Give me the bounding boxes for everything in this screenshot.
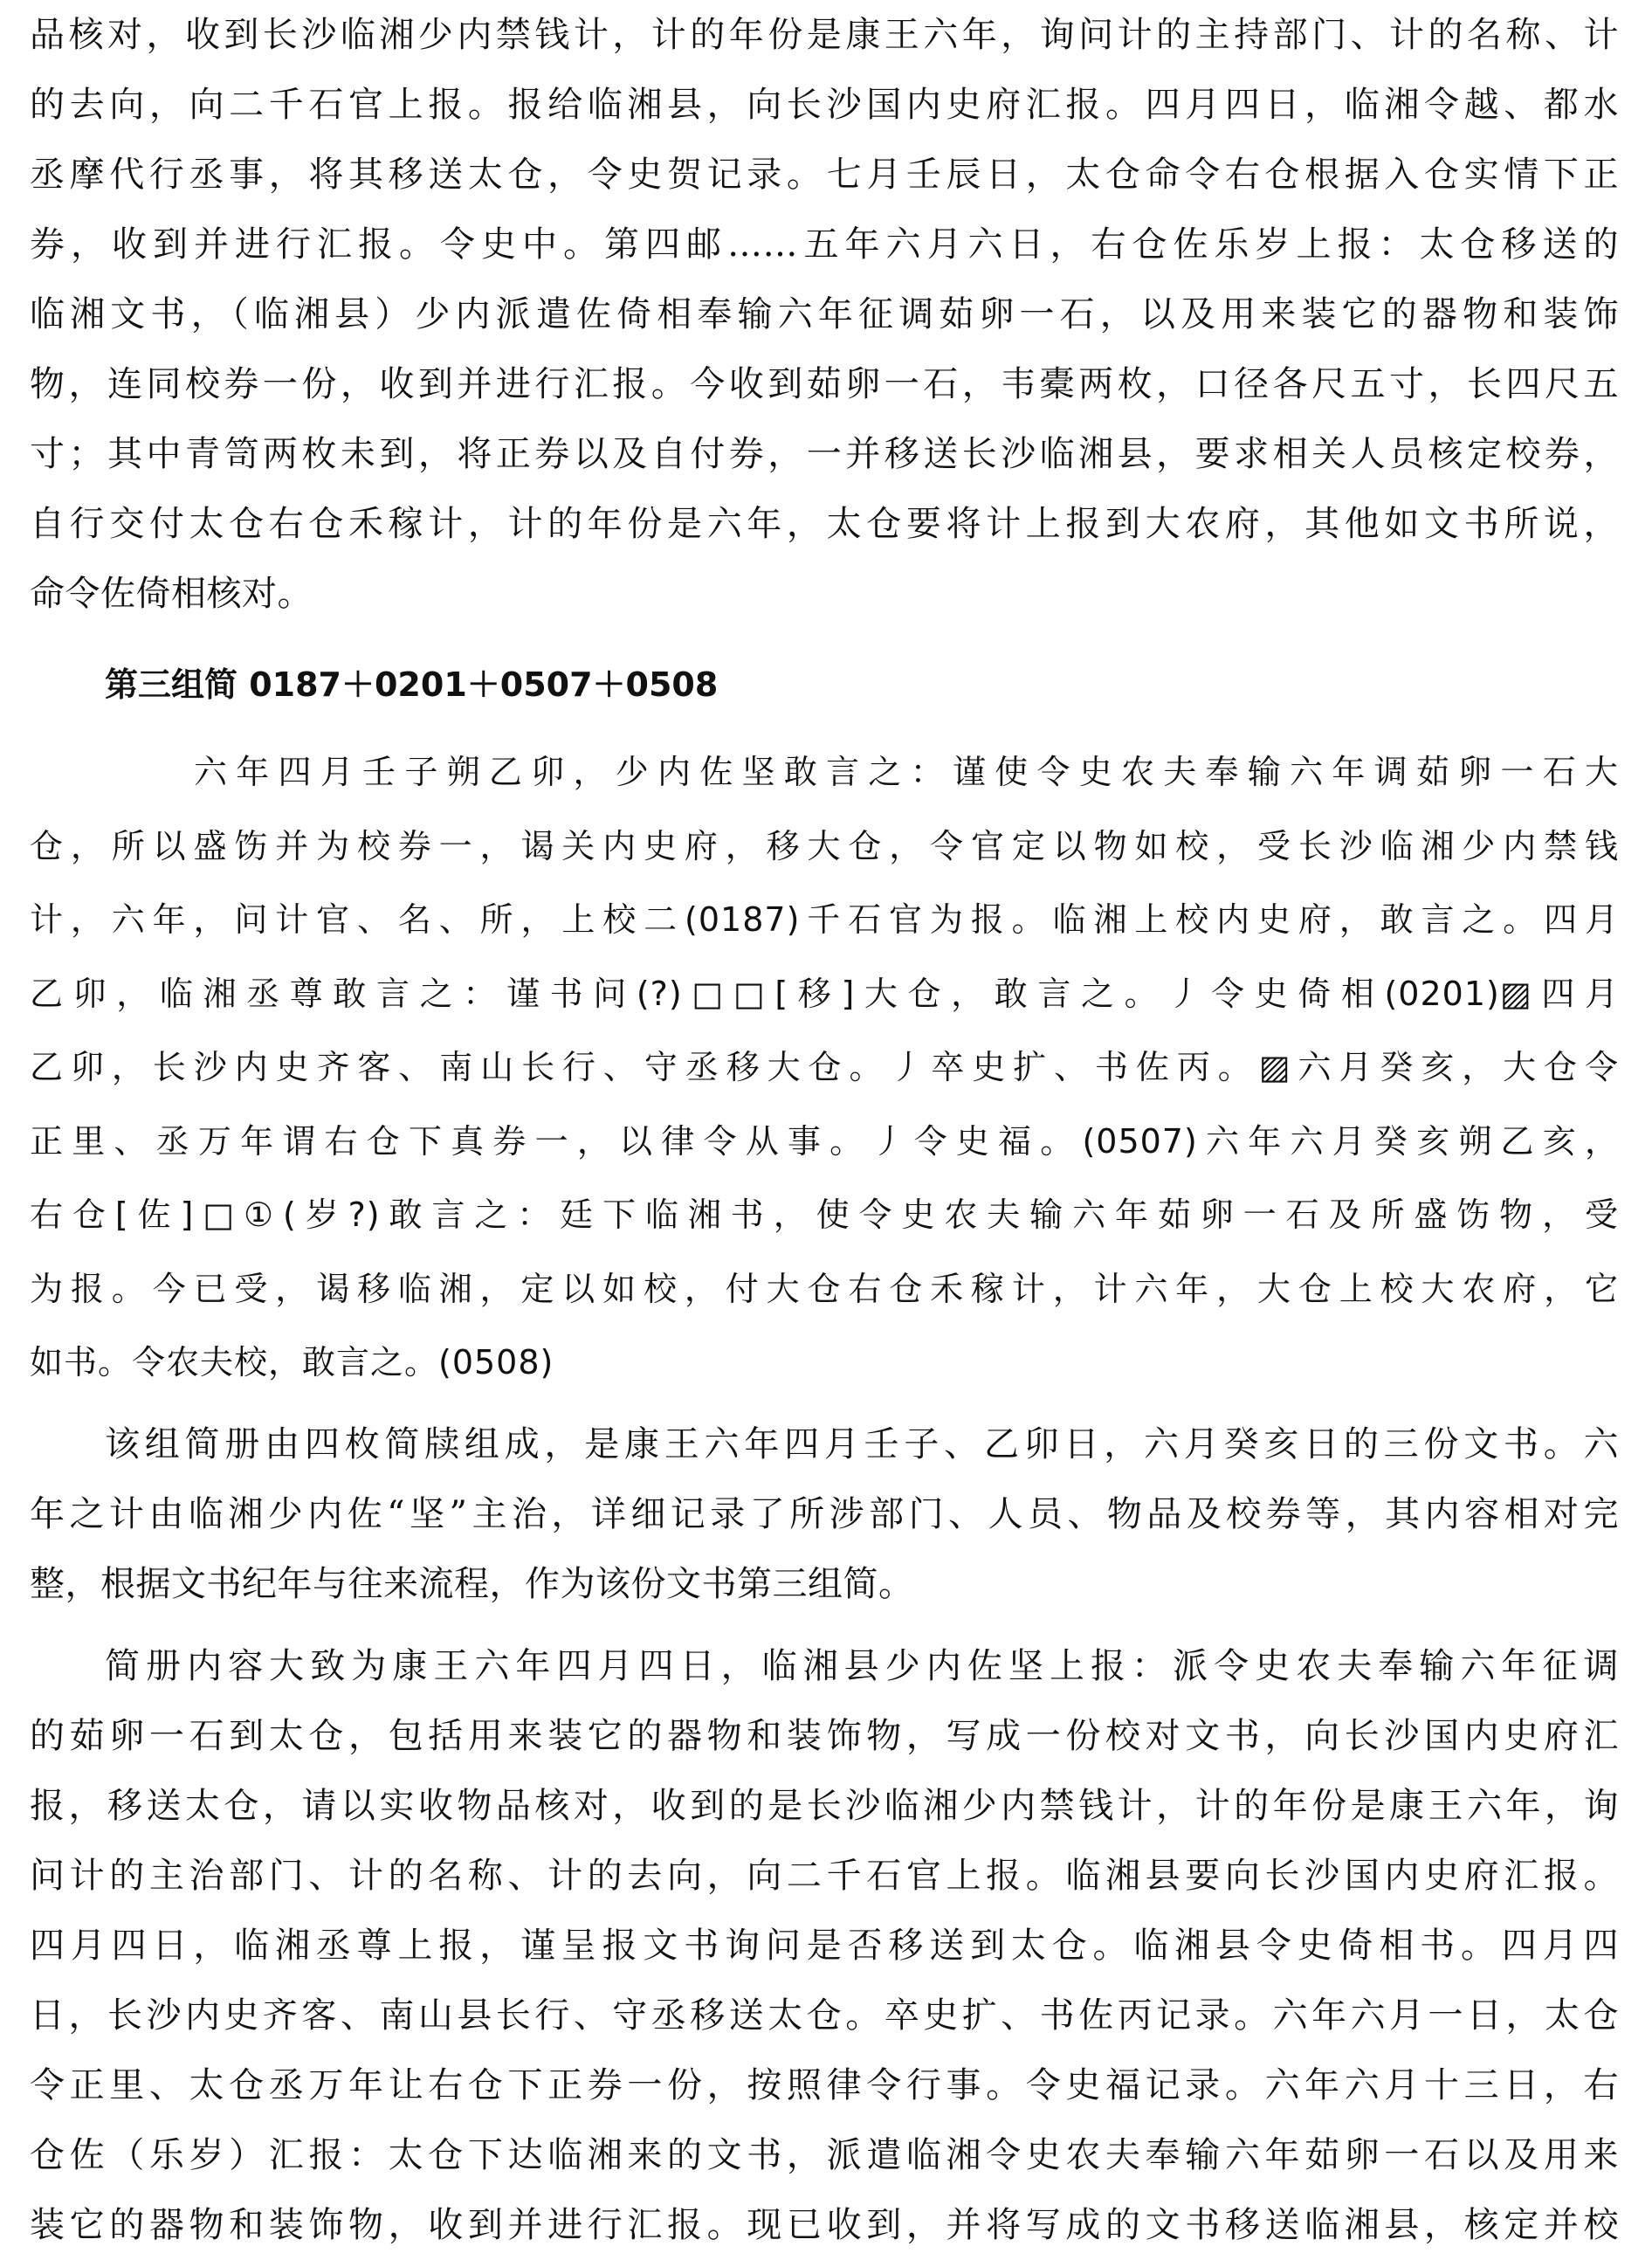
- paragraph-translation-continued: [30, 0, 1619, 629]
- text-line: 临湘文书，（临湘县）少内派遣佐倚相奉输六年征调茹卵一石，以及用来装它的器物和装饰: [30, 294, 1619, 334]
- text-line: 装它的器物和装饰物，收到并进行汇报。现已收到，并将写成的文书移送临湘县，核定并校: [30, 2205, 1619, 2245]
- text-line: 令正里、太仓丞万年让右仓下正券一份，按照律令行事。令史福记录。六年六月十三日，右: [30, 2065, 1619, 2105]
- text-line: 的去向，向二千石官上报。报给临湘县，向长沙国内史府汇报。四月四日，临湘令越、都水: [30, 85, 1619, 125]
- transcription-line: 为报。今已受，谒移临湘，定以如校，付大仓右仓禾稼计，计六年，大仓上校大农府，它: [30, 1269, 1619, 1308]
- text-line: 命令佐倚相核对。: [30, 574, 313, 614]
- text-line: 问计的主治部门、计的名称、计的去向，向二千石官上报。临湘县要向长沙国内史府汇报。: [30, 1856, 1619, 1896]
- text-line: 整，根据文书纪年与往来流程，作为该份文书第三组简。: [30, 1564, 914, 1604]
- text-line: 报，移送太仓，请以实收物品核对，收到的是长沙临湘少内禁钱计，计的年份是康王六年，询: [30, 1786, 1619, 1826]
- transcription-line: 乙卯，临湘丞尊敢言之：谨书问(?)□□[移]大仓，敢言之。丿令史倚相(0201)▨四月: [30, 974, 1619, 1013]
- text-line: 该组简册由四枚简牍组成，是康王六年四月壬子、乙卯日，六月癸亥日的三份文书。六: [105, 1424, 1619, 1464]
- text-line: 简册内容大致为康王六年四月四日，临湘县少内佐坚上报：派令史农夫奉输六年征调: [105, 1646, 1619, 1686]
- paragraph-description: [30, 1409, 1619, 1619]
- slip-transcription-block: [30, 735, 1619, 1400]
- transcription-line: 右仓[佐]□①(岁?)敢言之：廷下临湘书，使令史农夫输六年茹卵一石及所盛饬物，受: [30, 1195, 1619, 1234]
- text-line: 仓佐（乐岁）汇报：太仓下达临湘来的文书，派遣临湘令史农夫奉输六年茹卵一石以及用来: [30, 2135, 1619, 2175]
- text-line: 年之计由临湘少内佐“坚”主治，详细记录了所涉部门、人员、物品及校券等，其内容相对完: [30, 1494, 1619, 1534]
- text-line: 日，长沙内史齐客、南山县长行、守丞移送太仓。卒史扩、书佐丙记录。六年六月一日，太仓: [30, 1995, 1619, 2036]
- transcription-line: 仓，所以盛饬并为校券一，谒关内史府，移大仓，令官定以物如校，受长沙临湘少内禁钱: [30, 826, 1619, 865]
- text-line: 丞摩代行丞事，将其移送太仓，令史贺记录。七月壬辰日，太仓命令右仓根据入仓实情下正: [30, 155, 1619, 195]
- transcription-line: 正里、丞万年谓右仓下真券一，以律令从事。丿令史福。(0507)六年六月癸亥朔乙亥，: [30, 1121, 1619, 1161]
- text-line: 四月四日，临湘丞尊上报，谨呈报文书询问是否移送到太仓。临湘县令史倚相书。四月四: [30, 1926, 1619, 1966]
- text-line: 券，收到并进行汇报。令史中。第四邮……五年六月六日，右仓佐乐岁上报：太仓移送的: [30, 224, 1619, 265]
- section-heading: 第三组简 0187＋0201＋0507＋0508: [105, 665, 719, 704]
- transcription-line: 计，六年，问计官、名、所，上校二(0187)千石官为报。临湘上校内史府，敢言之。四月: [30, 900, 1619, 939]
- paragraph-translation: [30, 1631, 1619, 2260]
- transcription-line: 如书。令农夫校，敢言之。(0508): [30, 1343, 554, 1381]
- transcription-line: 乙卯，长沙内史齐客、南山长行、守丞移大仓。丿卒史扩、书佐丙。▨六月癸亥，大仓令: [30, 1048, 1619, 1086]
- text-line: 寸；其中青笥两枚未到，将正券以及自付券，一并移送长沙临湘县，要求相关人员核定校券，: [30, 434, 1619, 474]
- text-line: 自行交付太仓右仓禾稼计，计的年份是六年，太仓要将计上报到大农府，其他如文书所说，: [30, 504, 1619, 544]
- text-line: 物，连同校券一份，收到并进行汇报。今收到茹卵一石，韦橐两枚，口径各尺五寸，长四尺五: [30, 364, 1619, 404]
- text-line: 品核对，收到长沙临湘少内禁钱计，计的年份是康王六年，询问计的主持部门、计的名称、计: [30, 15, 1619, 55]
- transcription-line: 六年四月壬子朔乙卯，少内佐坚敢言之：谨使令史农夫奉输六年调茹卵一石大: [194, 753, 1619, 791]
- text-line: 的茹卵一石到太仓，包括用来装它的器物和装饰物，写成一份校对文书，向长沙国内史府汇: [30, 1716, 1619, 1756]
